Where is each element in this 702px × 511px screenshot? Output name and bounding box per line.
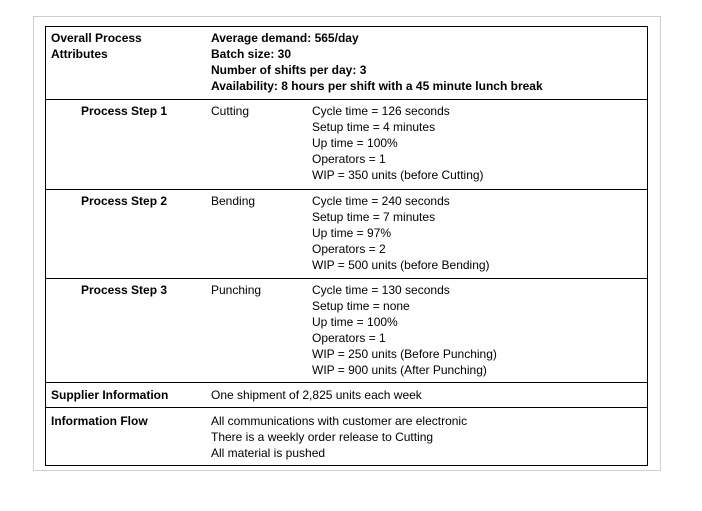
process-step-2-details bbox=[312, 193, 490, 273]
step-3-cycle-time: Cycle time = 130 seconds bbox=[312, 283, 450, 297]
step-2-wip: WIP = 500 units (before Bending) bbox=[312, 258, 490, 272]
batch-size: Batch size: 30 bbox=[211, 47, 292, 61]
supplier-information-label: Supplier Information bbox=[51, 388, 169, 402]
process-step-1-label: Process Step 1 bbox=[81, 104, 168, 118]
overall-attributes-label bbox=[51, 30, 142, 62]
info-flow-line-3: All material is pushed bbox=[211, 446, 326, 460]
overall-label-line-2: Attributes bbox=[51, 47, 108, 61]
step-3-wip-before: WIP = 250 units (Before Punching) bbox=[312, 347, 497, 361]
process-step-2-name: Bending bbox=[211, 194, 256, 208]
step-2-setup-time: Setup time = 7 minutes bbox=[312, 210, 436, 224]
information-flow-label: Information Flow bbox=[51, 414, 148, 428]
availability: Availability: 8 hours per shift with a 45 minute lunch break bbox=[211, 79, 543, 93]
step-2-cycle-time: Cycle time = 240 seconds bbox=[312, 194, 450, 208]
supplier-information-value: One shipment of 2,825 units each week bbox=[211, 388, 422, 402]
step-1-operators: Operators = 1 bbox=[312, 152, 386, 166]
step-3-setup-time: Setup time = none bbox=[312, 299, 410, 313]
supplier-information-row bbox=[46, 383, 647, 408]
process-step-1-details bbox=[312, 103, 484, 183]
step-1-cycle-time: Cycle time = 126 seconds bbox=[312, 104, 450, 118]
step-3-operators: Operators = 1 bbox=[312, 331, 386, 345]
process-step-3-row bbox=[46, 279, 647, 383]
process-step-1-name: Cutting bbox=[211, 104, 250, 118]
step-2-up-time: Up time = 97% bbox=[312, 226, 392, 240]
step-1-wip: WIP = 350 units (before Cutting) bbox=[312, 168, 484, 182]
overall-label-line-1: Overall Process bbox=[51, 31, 142, 45]
process-step-3-name: Punching bbox=[211, 283, 262, 297]
step-2-operators: Operators = 2 bbox=[312, 242, 386, 256]
overall-attributes-row bbox=[46, 27, 647, 100]
process-step-3-label: Process Step 3 bbox=[81, 283, 168, 297]
step-1-setup-time: Setup time = 4 minutes bbox=[312, 120, 436, 134]
info-flow-line-1: All communications with customer are electronic bbox=[211, 414, 468, 428]
information-flow-row bbox=[46, 408, 647, 465]
shifts-per-day: Number of shifts per day: 3 bbox=[211, 63, 367, 77]
overall-attributes-values bbox=[211, 30, 543, 94]
step-3-up-time: Up time = 100% bbox=[312, 315, 398, 329]
process-step-1-row bbox=[46, 100, 647, 190]
process-step-3-details bbox=[312, 282, 497, 378]
info-flow-line-2: There is a weekly order release to Cutting bbox=[211, 430, 434, 444]
information-flow-values bbox=[211, 413, 467, 461]
process-attributes-table bbox=[45, 26, 648, 466]
step-1-up-time: Up time = 100% bbox=[312, 136, 398, 150]
process-step-2-row bbox=[46, 190, 647, 279]
average-demand: Average demand: 565/day bbox=[211, 31, 359, 45]
step-3-wip-after: WIP = 900 units (After Punching) bbox=[312, 363, 487, 377]
process-step-2-label: Process Step 2 bbox=[81, 194, 168, 208]
